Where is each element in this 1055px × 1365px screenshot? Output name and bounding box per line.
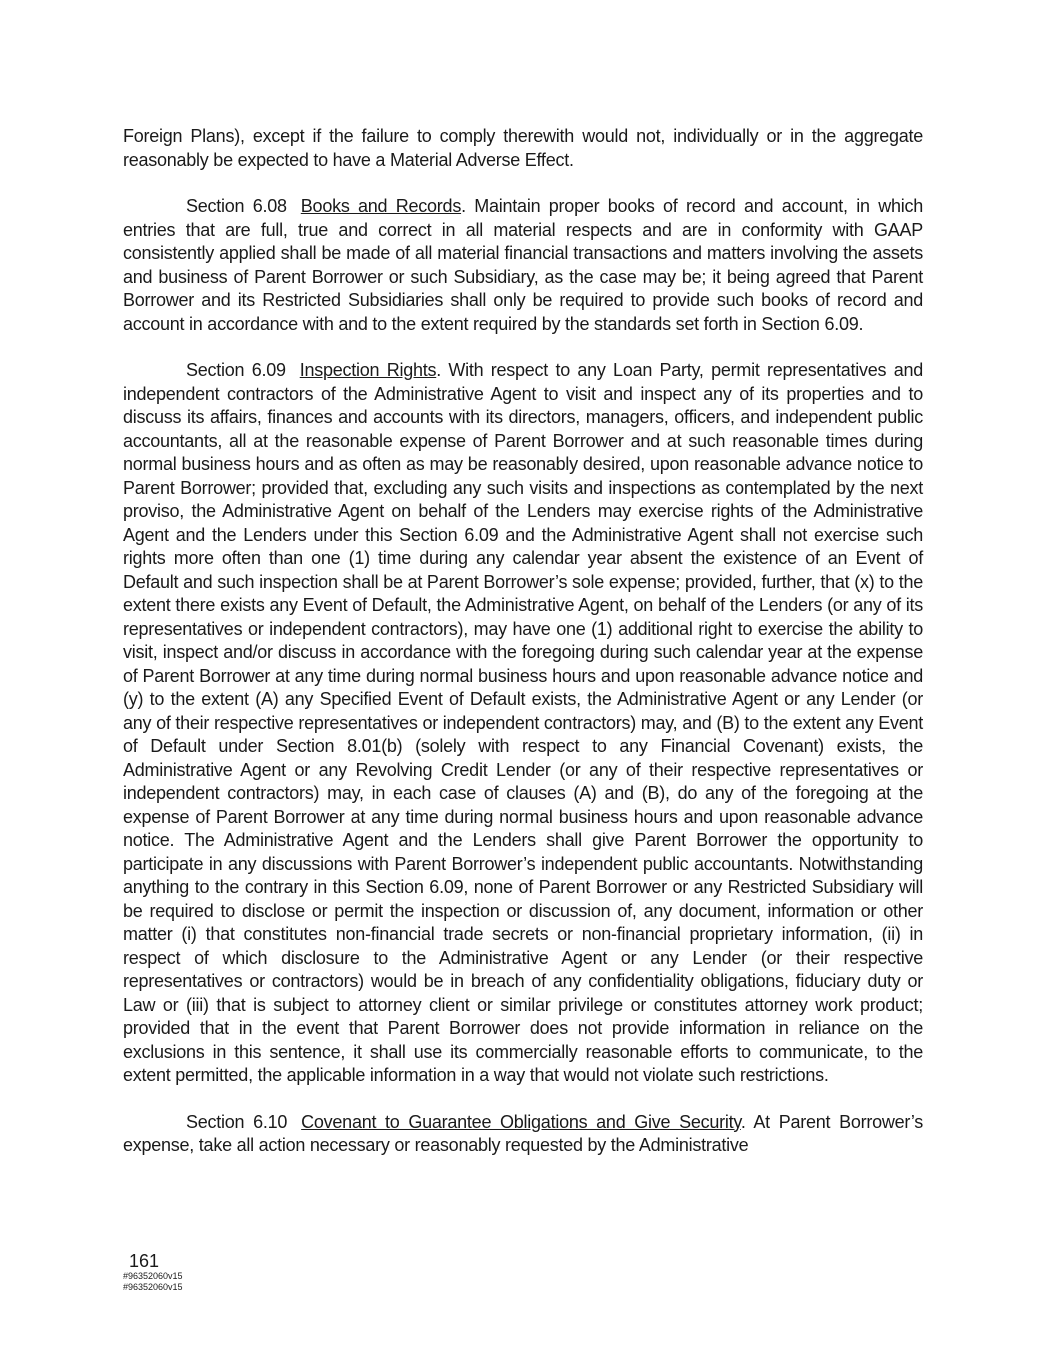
section-heading: Covenant to Guarantee Obligations and Give Security [301,1111,741,1132]
page-number: 161 [129,1251,160,1271]
section-heading: Books and Records [300,196,462,216]
section-number: Section 6.08 [186,196,287,216]
section-body: . At Parent Borrower’s expense, take all action necessary or reasonably requested by the Administrative [123,1111,923,1155]
document-id: #96352060v15 [123,1271,183,1281]
paragraph-continuation: Foreign Plans), except if the failure to comply therewith would not, individually or in the aggregate reasonably be expected to have a Material Adverse Effect. [123,126,923,170]
section-number: Section 6.10 [186,1111,288,1132]
section-body: . With respect to any Loan Party, permit representatives and independent contractors of the Administrative Agent to visit and inspect any of its properties and to discuss its affairs, finances and accounts with its directors, managers, officers, and independent public accountants, all at the reasonable expense of Parent Borrower and at such reasonable times during normal business hours and as often as may be reasonably desired, upon reasonable advance notice to Parent Borrower; provided that, excluding any such visits and inspections as contemplated by the next proviso, the Administrative Agent on behalf of the Lenders may exercise rights of the Administrative Agent and the Lenders under this Section 6.09 and the Administrative Agent shall not exercise such rights more often than one (1) time during any calendar year absent the existence of an Event of Default and such inspection shall be at Parent Borrower’s sole expense; provided, further, that (x) to the extent there exists any Event of Default, the Administrative Agent, on behalf of the Lenders (or any of its representatives or independent contractors), may have one (1) additional right to exercise the ability to visit, inspect and/or discuss in accordance with the foregoing during such calendar year at the expense of Parent Borrower at any time during normal business hours and upon reasonable advance notice and (y) to the extent (A) any Specified Event of Default exists, the Administrative Agent or any Lender (or any of their respective representatives or independent contractors) may, and (B) to the extent any Event of Default under Section 8.01(b) (solely with respect to any Financial Covenant) exists, the Administrative Agent or any Revolving Credit Lender (or any of their respective representatives or independent contractors) may, in each case of clauses (A) and (B), do any of the foregoing at the expense of Parent Borrower at any time during normal business hours and upon reasonable advance notice. The Administrative Agent and the Lenders shall give Parent Borrower the opportunity to participate in any discussions with Parent Borrower’s independent public accountants. Notwithstanding anything to the contrary in this Section 6.09, none of Parent Borrower or any Restricted Subsidiary will be required to disclose or permit the inspection or discussion of, any document, information or other matter (i) that constitutes non-financial trade secrets or non-financial proprietary information, (ii) in respect of which disclosure to the Administrative Agent or any Lender (or their respective representatives or contractors) would be in breach of any confidentiality obligations, fiduciary duty or Law or (iii) that is subject to attorney client or similar privilege or constitutes attorney work product; provided that in the event that Parent Borrower does not provide information in reliance on the exclusions in this sentence, it shall use its commercially reasonable efforts to communicate, to the extent permitted, the applicable information in a way that would not violate such restrictions. [123,360,923,1085]
section-heading: Inspection Rights [299,360,437,380]
section-6-10 [123,1111,923,1158]
section-6-08 [123,195,923,336]
section-6-09 [123,359,923,1088]
document-id: #96352060v15 [123,1282,183,1292]
section-body: . Maintain proper books of record and account, in which entries that are full, true and correct in all material respects and are in conformity with GAAP consistently applied shall be made of all material financial transactions and matters involving the assets and business of Parent Borrower or such Subsidiary, as the case may be; it being agreed that Parent Borrower and its Restricted Subsidiaries shall only be required to provide such books of record and account in accordance with and to the extent required by the standards set forth in Section 6.09. [123,196,924,334]
page-footer [123,1251,183,1293]
document-page [123,125,923,1158]
section-number: Section 6.09 [186,360,286,380]
